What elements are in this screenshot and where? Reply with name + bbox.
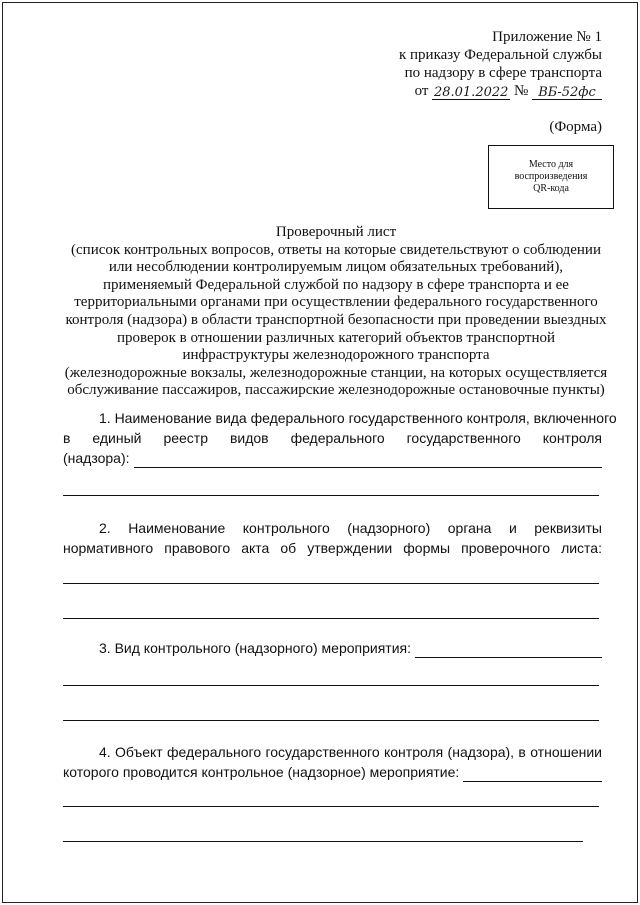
form-label: (Форма) xyxy=(549,119,602,135)
number-field xyxy=(532,83,602,100)
word: реестр xyxy=(163,430,208,446)
word: (надзорного) xyxy=(347,520,431,536)
word: об xyxy=(280,540,297,556)
word: листа: xyxy=(561,540,602,556)
date-field xyxy=(432,83,510,100)
item-3-label: 3. Вид контрольного (надзорного) мероприятия: xyxy=(99,640,412,656)
title-line-9: (железнодорожные вокзалы, железнодорожные станции, на которых осуществляется xyxy=(64,364,608,381)
item-2-answer-line-2[interactable] xyxy=(63,618,599,619)
number-sign: № xyxy=(513,83,529,99)
word: в xyxy=(63,430,71,446)
ot-label: от xyxy=(414,83,429,99)
item-1-answer-line[interactable] xyxy=(63,495,599,496)
checklist-title-block xyxy=(56,224,616,400)
word: формы xyxy=(403,540,451,556)
word: контрольного xyxy=(242,520,330,536)
word: проверочного xyxy=(461,540,550,556)
word: единый xyxy=(92,430,142,446)
item-1-line-3 xyxy=(63,448,602,468)
title-line-2: (список контрольных вопросов, ответы на которые свидетельствуют о соблюдении xyxy=(71,241,601,258)
word: утверждении xyxy=(307,540,393,556)
item-4-line-2 xyxy=(63,762,602,782)
appendix-agency: по надзору в сфере транспорта xyxy=(404,65,602,81)
item-4-answer-field[interactable] xyxy=(463,766,602,782)
item-2-line-2 xyxy=(63,538,602,558)
item-3-line xyxy=(63,638,602,658)
item-4-answer-line-2[interactable] xyxy=(63,841,583,842)
item-3-answer-line-2[interactable] xyxy=(63,720,599,721)
handwritten-number: ВБ-52фс xyxy=(538,85,596,100)
appendix-date-line xyxy=(415,82,602,100)
title-line-4: применяемый Федеральной службой по надзору в сфере транспорта и ее xyxy=(103,276,569,293)
qr-line-1: Место для xyxy=(528,159,574,170)
item-4 xyxy=(63,742,602,782)
item-1-line-2 xyxy=(63,428,602,448)
appendix-title: Приложение № 1 xyxy=(492,29,602,45)
item-2-line-1 xyxy=(63,518,602,538)
item-1-suffix: (надзора): xyxy=(63,450,130,466)
title-line-7: проверок в отношении различных категорий объектов транспортной xyxy=(116,329,556,346)
item-1 xyxy=(63,408,617,468)
item-1-line-1: 1. Наименование вида федерального государственного контроля, включенного xyxy=(99,410,617,426)
word: нормативного xyxy=(63,540,154,556)
word: видов xyxy=(229,430,269,446)
title-line-8: инфраструктуры железнодорожного транспорта xyxy=(182,347,490,364)
item-4-suffix: которого проводится контрольное (надзорное) мероприятие: xyxy=(63,764,460,780)
item-2 xyxy=(63,518,602,558)
qr-line-3: QR-кода xyxy=(533,183,569,194)
item-3-answer-line-1[interactable] xyxy=(63,685,599,686)
word: государственного xyxy=(406,430,521,446)
qr-code-placeholder xyxy=(488,145,614,209)
word: акта xyxy=(241,540,270,556)
handwritten-date: 28.01.2022 xyxy=(433,85,509,100)
word: 2. xyxy=(99,520,111,536)
word: правового xyxy=(164,540,231,556)
word: органа xyxy=(447,520,492,536)
item-1-answer-field[interactable] xyxy=(134,452,602,468)
title-line-10: обслуживание пассажиров, пассажирские железнодорожные остановочные пункты) xyxy=(67,382,605,399)
item-4-answer-line-1[interactable] xyxy=(63,806,599,807)
item-3 xyxy=(63,638,602,658)
title-line-6: контроля (надзора) в области транспортной безопасности при проведении выездных xyxy=(65,311,607,328)
title-line-5: территориальными органами при осуществлении федерального государственного xyxy=(74,294,598,311)
item-2-answer-line-1[interactable] xyxy=(63,583,599,584)
word: федерального xyxy=(290,430,385,446)
word: реквизиты xyxy=(534,520,602,536)
item-3-answer-field[interactable] xyxy=(415,642,602,658)
title-heading: Проверочный лист xyxy=(275,224,397,240)
qr-line-2: воспроизведения xyxy=(514,171,588,182)
title-line-3: или несоблюдении контролируемым лицом обязательных требований), xyxy=(108,259,564,276)
word: контроля xyxy=(542,430,602,446)
item-4-line-1: 4. Объект федерального государственного контроля (надзора), в отношении xyxy=(99,744,602,760)
word: и xyxy=(508,520,517,536)
word: Наименование xyxy=(128,520,226,536)
appendix-order: к приказу Федеральной службы xyxy=(398,47,602,63)
